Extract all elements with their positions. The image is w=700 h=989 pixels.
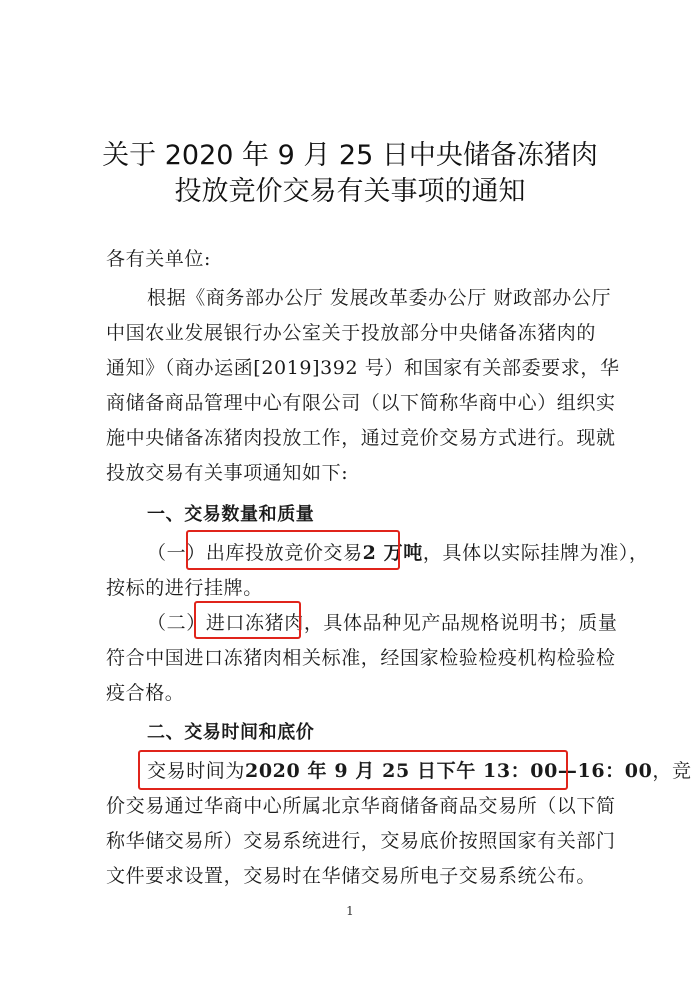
item-1-quantity: 2 万吨 [362, 542, 423, 564]
paragraph-1-line-6: 投放交易有关事项通知如下: [106, 462, 349, 484]
highlight-box-time [138, 750, 568, 790]
paragraph-1-line-1: 根据《商务部办公厅 发展改革委办公厅 财政部办公厅 [147, 287, 612, 309]
item-1-text-a: 出库投放竞价交易 [205, 542, 363, 564]
highlight-box-quantity [186, 530, 400, 570]
section-1-item-2-line-2: 符合中国进口冻猪肉相关标准，经国家检验检疫机构检验检 [106, 647, 616, 669]
section-1-item-1-line-2: 按标的进行挂牌。 [106, 577, 263, 599]
section-2-line-4: 文件要求设置，交易时在华储交易所电子交易系统公布。 [106, 865, 597, 887]
item-2-highlight: 进口冻猪肉 [205, 612, 304, 634]
salutation: 各有关单位: [106, 248, 212, 270]
document-title-line-1: 关于 2020 年 9 月 25 日中央储备冻猪肉 [102, 140, 598, 171]
section-2-line-2: 价交易通过华商中心所属北京华商储备商品交易所（以下简 [106, 795, 616, 817]
page-number: 1 [346, 904, 354, 918]
time-tail: ，竞 [652, 760, 692, 782]
item-1-prefix: （一） [147, 542, 206, 564]
paragraph-1-line-5: 施中央储备冻猪肉投放工作，通过竞价交易方式进行。现就 [106, 427, 616, 449]
time-label: 交易时间为 [147, 760, 246, 782]
section-1-heading: 一、交易数量和质量 [147, 504, 315, 525]
item-2-text-b: ，具体品种见产品规格说明书；质量 [303, 612, 618, 634]
paragraph-1-line-4: 商储备商品管理中心有限公司（以下简称华商中心）组织实 [106, 392, 616, 414]
section-2-heading: 二、交易时间和底价 [147, 722, 315, 743]
time-value: 2020 年 9 月 25 日下午 13：00—16：00 [245, 760, 653, 782]
paragraph-1-line-2: 中国农业发展银行办公室关于投放部分中央储备冻猪肉的 [106, 322, 597, 344]
section-2-line-3: 称华储交易所）交易系统进行，交易底价按照国家有关部门 [106, 830, 616, 852]
highlight-box-product [194, 601, 301, 639]
document-title-line-2: 投放竞价交易有关事项的通知 [174, 176, 526, 207]
paragraph-1-line-3: 通知》（商办运函[2019]392 号）和国家有关部委要求，华 [106, 357, 620, 379]
section-1-item-2-line-3: 疫合格。 [106, 682, 185, 704]
item-1-text-b: ，具体以实际挂牌为准）， [422, 542, 649, 564]
item-2-prefix: （二） [147, 612, 206, 634]
